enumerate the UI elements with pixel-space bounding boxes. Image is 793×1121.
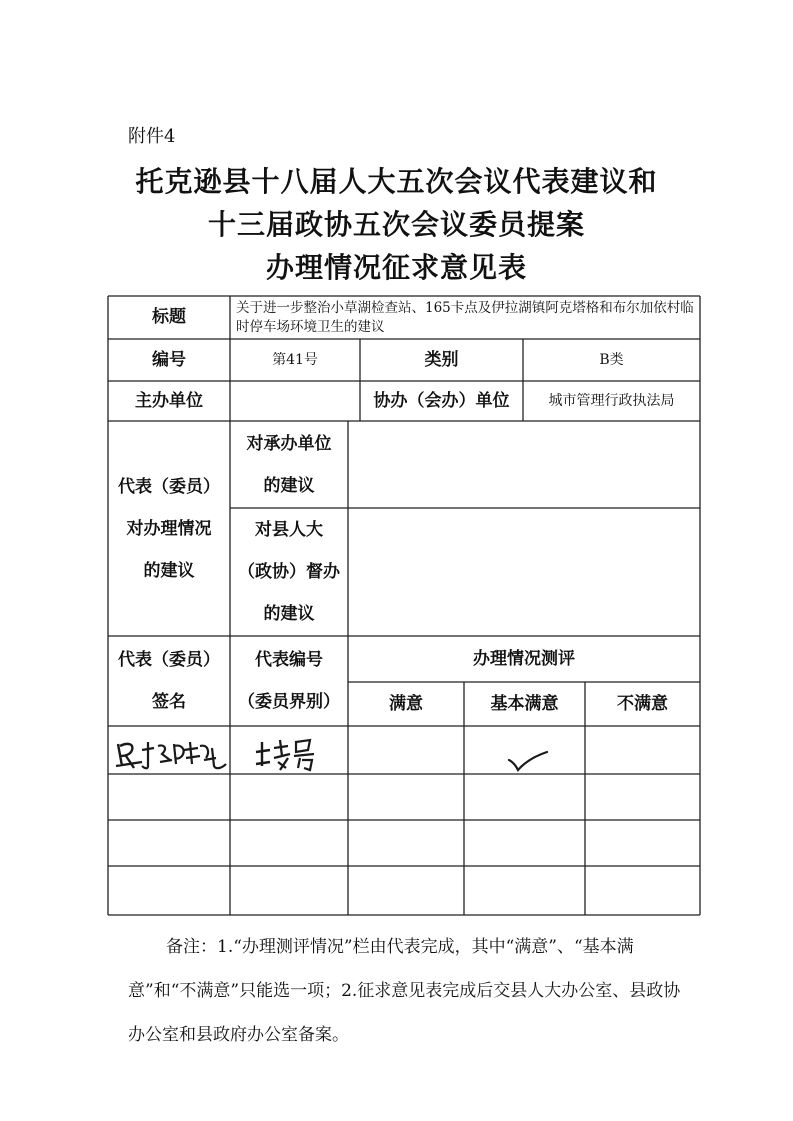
- host-unit-label: 主办单位: [135, 390, 203, 411]
- handwritten-signature: [112, 730, 228, 774]
- rep-number-label: [230, 636, 348, 726]
- document-title-line-3: 办理情况征求意见表: [265, 251, 527, 284]
- suggestion-section-label-line: 的建议: [143, 560, 195, 581]
- to-unit-label-line: 对承办单位: [246, 433, 332, 454]
- category-label: 类别: [424, 349, 459, 370]
- attachment-label: 附件4: [128, 126, 176, 147]
- evaluation-label: 办理情况测评: [473, 648, 575, 669]
- co-unit-value: 城市管理行政执法局: [548, 393, 675, 409]
- title-label: 标题: [152, 307, 186, 327]
- host-unit-value: [230, 381, 360, 421]
- document-title-line-1: 托克逊县十八届人大五次会议代表建议和: [135, 165, 658, 198]
- number-value: 第41号: [272, 352, 318, 368]
- eval-option-basically-satisfied: 基本满意: [490, 693, 559, 714]
- checkmark-icon: [505, 748, 551, 774]
- footnote-remarks: 备注：1.“办理测评情况”栏由代表完成，其中“满意”、“基本满意”和“不满意”只能选一项；2.征求意见表完成后交县人大办公室、县政协办公室和县政府办公室备案。: [128, 937, 681, 1045]
- rep-number-label-line: （委员界别）: [238, 692, 340, 712]
- to-congress-label: [230, 508, 348, 636]
- signature-label: [108, 636, 230, 726]
- signature-label-line: 代表（委员）: [118, 650, 220, 670]
- eval-option-unsatisfied: 不满意: [617, 693, 668, 714]
- eval-option-satisfied: 满意: [389, 693, 423, 714]
- to-congress-value: [348, 508, 700, 636]
- suggestion-section-label: [108, 421, 230, 636]
- suggestion-section-label-line: 对办理情况: [126, 518, 212, 539]
- rep-number-label-line: 代表编号: [255, 650, 323, 670]
- to-congress-label-line: 对县人大: [255, 520, 323, 540]
- handwritten-code: [252, 734, 322, 774]
- to-congress-label-line: （政协）督办: [238, 562, 340, 582]
- to-unit-label: [230, 421, 348, 508]
- category-value: B类: [599, 352, 624, 368]
- to-congress-label-line: 的建议: [263, 604, 315, 624]
- title-value: 关于进一步整治小草湖检查站、165卡点及伊拉湖镇阿克塔格和布尔加依村临时停车场环境卫生的建议: [236, 299, 694, 335]
- to-unit-label-line: 的建议: [263, 475, 315, 496]
- to-unit-value: [348, 421, 700, 508]
- co-unit-label: 协办（会办）单位: [373, 390, 510, 411]
- document-title-line-2: 十三届政协五次会议委员提案: [207, 208, 585, 241]
- number-label: 编号: [152, 349, 186, 370]
- signature-label-line: 签名: [152, 692, 186, 712]
- suggestion-section-label-line: 代表（委员）: [118, 476, 220, 497]
